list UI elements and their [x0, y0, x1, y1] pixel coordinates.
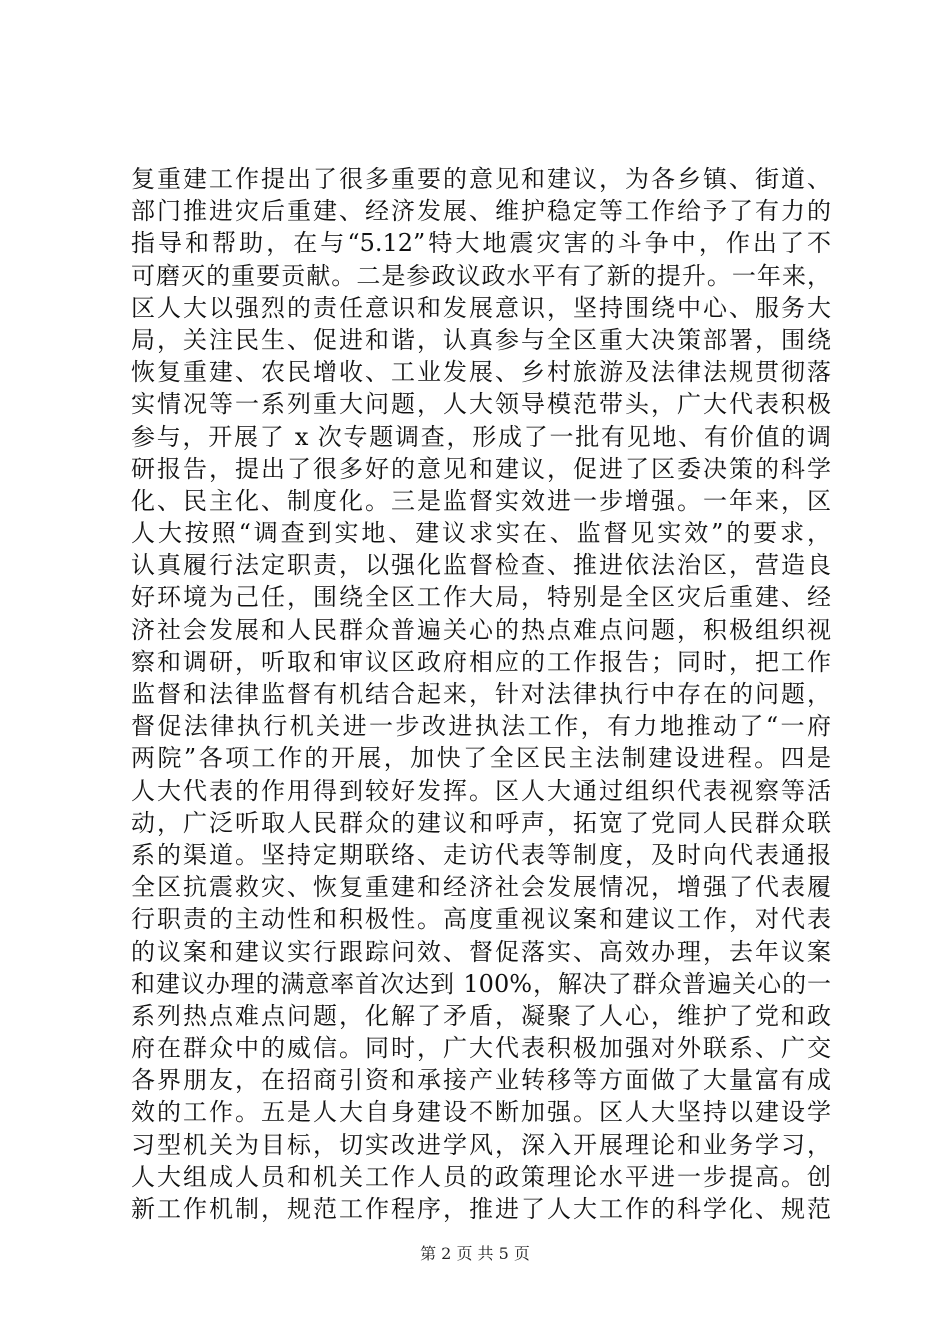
- text-line: 各界朋友，在招商引资和承接产业转移等方面做了大量富有成: [131, 1066, 831, 1095]
- text-line: 区人大以强烈的责任意识和发展意识，坚持围绕中心、服务大: [131, 293, 831, 322]
- text-line: 济社会发展和人民群众普遍关心的热点难点问题，积极组织视: [131, 615, 831, 644]
- text-line: 系列热点难点问题，化解了矛盾，凝聚了人心，维护了党和政: [131, 1001, 831, 1030]
- text-line: 好环境为己任，围绕全区工作大局，特别是全区灾后重建、经: [131, 583, 831, 612]
- text-line: 府在群众中的威信。同时，广大代表积极加强对外联系、广交: [131, 1034, 831, 1063]
- text-line: 和建议办理的满意率首次达到 100%，解决了群众普遍关心的一: [131, 969, 831, 998]
- text-line: 参与，开展了 x 次专题调查，形成了一批有见地、有价值的调: [131, 422, 831, 451]
- text-line: 人大按照“调查到实地、建议求实在、监督见实效”的要求，: [131, 519, 831, 548]
- text-line: 习型机关为目标，切实改进学风，深入开展理论和业务学习，: [131, 1130, 831, 1159]
- text-line: 察和调研，听取和审议区政府相应的工作报告；同时，把工作: [131, 647, 831, 676]
- text-line: 恢复重建、农民增收、工业发展、乡村旅游及法律法规贯彻落: [131, 358, 831, 387]
- text-line: 系的渠道。坚持定期联络、走访代表等制度，及时向代表通报: [131, 840, 831, 869]
- text-line: 局，关注民生、促进和谐，认真参与全区重大决策部署，围绕: [131, 325, 831, 354]
- text-line: 实情况等一系列重大问题，人大领导模范带头，广大代表积极: [131, 390, 831, 419]
- text-line: 研报告，提出了很多好的意见和建议，促进了区委决策的科学: [131, 454, 831, 483]
- text-line: 督促法律执行机关进一步改进执法工作，有力地推动了“一府: [131, 712, 831, 741]
- page-number-footer: 第 2 页 共 5 页: [420, 1244, 530, 1263]
- text-line: 的议案和建议实行跟踪问效、督促落实、高效办理，去年议案: [131, 937, 831, 966]
- text-line: 化、民主化、制度化。三是监督实效进一步增强。一年来，区: [131, 486, 831, 515]
- text-line: 人大代表的作用得到较好发挥。区人大通过组织代表视察等活: [131, 776, 831, 805]
- text-line: 人大组成人员和机关工作人员的政策理论水平进一步提高。创: [131, 1162, 831, 1191]
- text-line: 认真履行法定职责，以强化监督检查、推进依法治区，营造良: [131, 551, 831, 580]
- text-line: 监督和法律监督有机结合起来，针对法律执行中存在的问题，: [131, 680, 831, 708]
- text-line: 可磨灭的重要贡献。二是参政议政水平有了新的提升。一年来，: [131, 261, 831, 290]
- text-line: 复重建工作提出了很多重要的意见和建议，为各乡镇、街道、: [131, 165, 831, 193]
- text-line: 效的工作。五是人大自身建设不断加强。区人大坚持以建设学: [131, 1098, 831, 1127]
- text-line: 行职责的主动性和积极性。高度重视议案和建议工作，对代表: [131, 905, 831, 934]
- text-line: 新工作机制，规范工作程序，推进了人大工作的科学化、规范: [131, 1195, 831, 1223]
- text-line: 指导和帮助，在与“5.12”特大地震灾害的斗争中，作出了不: [131, 229, 831, 258]
- body-paragraph: [131, 163, 831, 1225]
- text-line: 动，广泛听取人民群众的建议和呼声，拓宽了党同人民群众联: [131, 808, 831, 837]
- text-line: 两院”各项工作的开展，加快了全区民主法制建设进程。四是: [131, 744, 831, 773]
- text-line: 部门推进灾后重建、经济发展、维护稳定等工作给予了有力的: [131, 197, 831, 226]
- text-line: 全区抗震救灾、恢复重建和经济社会发展情况，增强了代表履: [131, 873, 831, 902]
